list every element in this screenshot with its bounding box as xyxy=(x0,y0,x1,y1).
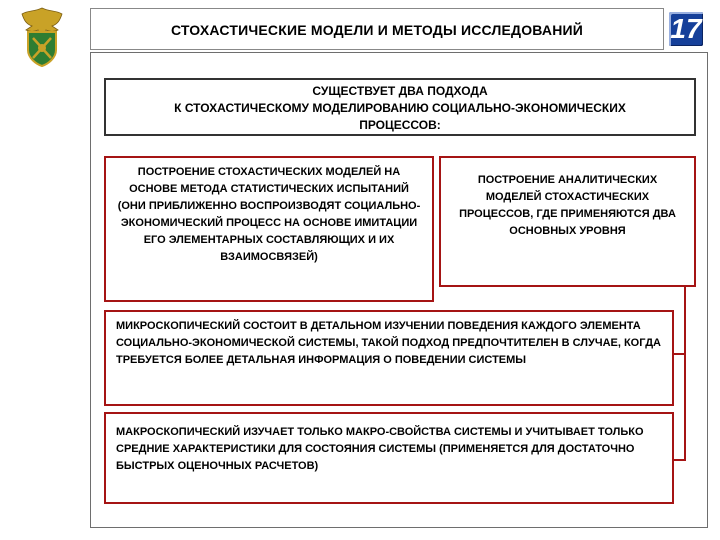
connector-macro xyxy=(674,459,686,461)
header-bar xyxy=(90,8,664,50)
slide-number-badge: 17 xyxy=(670,13,702,44)
approach-simulation-box: ПОСТРОЕНИЕ СТОХАСТИЧЕСКИХ МОДЕЛЕЙ НА ОСНОВЕ МЕТОДА СТАТИСТИЧЕСКИХ ИСПЫТАНИЙ (ОНИ ПРИБЛИЖЕННО ВОСПРОИЗВОДЯТ СОЦИАЛЬНО-ЭКОНОМИЧЕСКИЙ ПРОЦЕСС НА ОСНОВЕ ИМИТАЦИИ ЕГО ЭЛЕМЕНТАРНЫХ СОСТАВЛЯЮЩИХ И ИХ ВЗАИМОСВЯЗЕЙ) xyxy=(104,156,434,302)
intro-box xyxy=(104,78,696,136)
intro-line: ПРОЦЕССОВ: xyxy=(359,118,441,132)
approach-analytical-box: ПОСТРОЕНИЕ АНАЛИТИЧЕСКИХ МОДЕЛЕЙ СТОХАСТИЧЕСКИХ ПРОЦЕССОВ, ГДЕ ПРИМЕНЯЮТСЯ ДВА ОСНОВНЫХ УРОВНЯ xyxy=(439,156,696,287)
connector-micro xyxy=(674,353,686,355)
macro-level-box: МАКРОСКОПИЧЕСКИЙ ИЗУЧАЕТ ТОЛЬКО МАКРО-СВОЙСТВА СИСТЕМЫ И УЧИТЫВАЕТ ТОЛЬКО СРЕДНИЕ ХАРАКТЕРИСТИКИ ДЛЯ СОСТОЯНИЯ СИСТЕМЫ (ПРИМЕНЯЕТСЯ ДЛЯ ДОСТАТОЧНО БЫСТРЫХ ОЦЕНОЧНЫХ РАСЧЕТОВ) xyxy=(104,412,674,504)
intro-line: СУЩЕСТВУЕТ ДВА ПОДХОДА xyxy=(312,84,488,98)
customs-emblem-icon xyxy=(14,6,70,68)
micro-level-box: МИКРОСКОПИЧЕСКИЙ СОСТОИТ В ДЕТАЛЬНОМ ИЗУЧЕНИИ ПОВЕДЕНИЯ КАЖДОГО ЭЛЕМЕНТА СОЦИАЛЬНО-ЭКОНОМИЧЕСКОЙ СИСТЕМЫ, ТАКОЙ ПОДХОД ПРЕДПОЧТИТЕЛЕН В СЛУЧАЕ, КОГДА ТРЕБУЕТСЯ БОЛЕЕ ДЕТАЛЬНАЯ ИНФОРМАЦИЯ О ПОВЕДЕНИИ СИСТЕМЫ xyxy=(104,310,674,406)
intro-line: К СТОХАСТИЧЕСКОМУ МОДЕЛИРОВАНИЮ СОЦИАЛЬНО-ЭКОНОМИЧЕСКИХ xyxy=(174,101,626,115)
page-title: СТОХАСТИЧЕСКИЕ МОДЕЛИ И МЕТОДЫ ИССЛЕДОВАНИЙ xyxy=(170,22,584,38)
connector-vertical xyxy=(684,287,686,461)
